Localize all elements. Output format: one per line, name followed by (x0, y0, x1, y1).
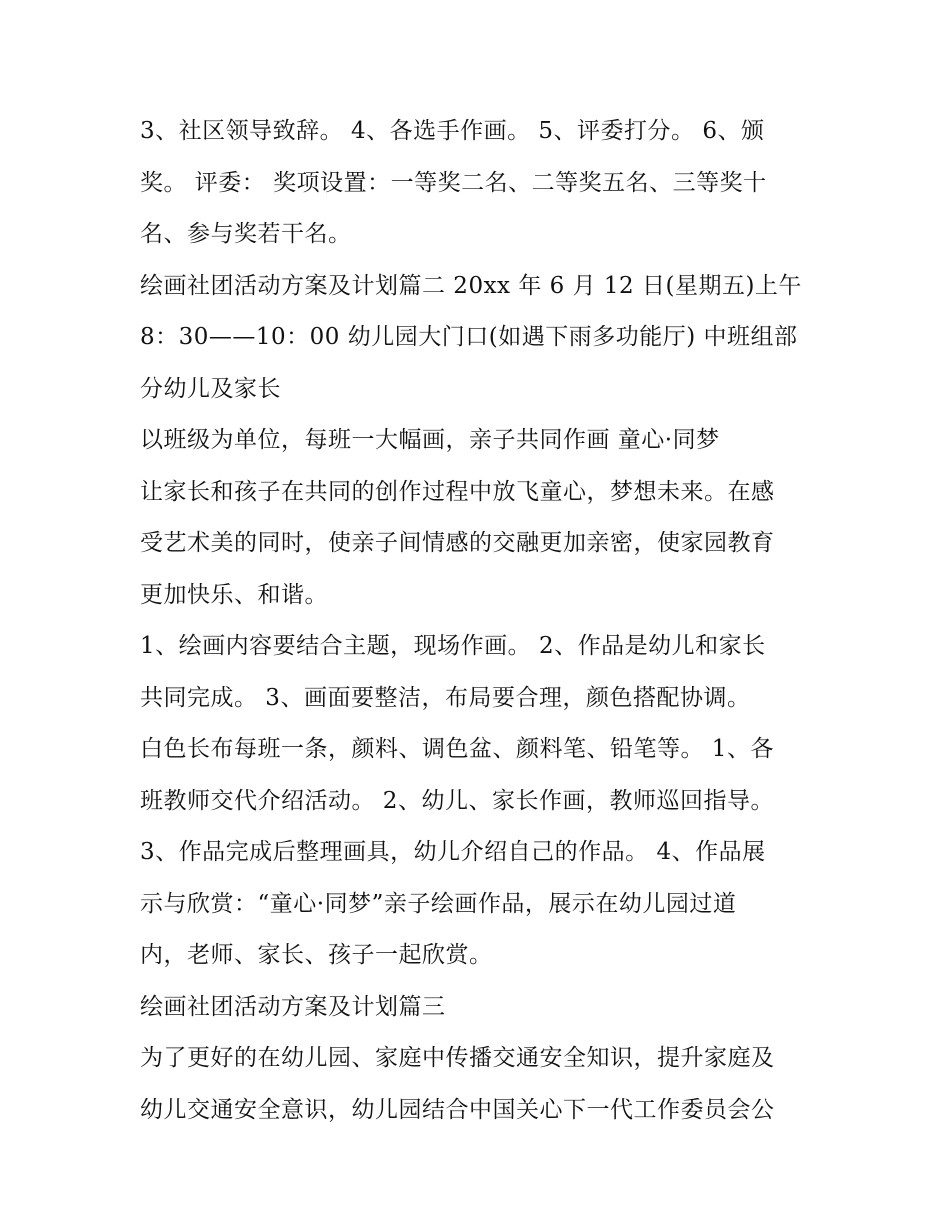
text-line-3: 名、参与奖若干名。 (140, 221, 352, 247)
text-line-20: 幼儿交通安全意识，幼儿园结合中国关心下一代工作委员会公 (140, 1096, 775, 1123)
text-line-10: 更加快乐、和谐。 (140, 581, 328, 608)
text-line-12: 共同完成。 3、画面要整洁，布局要合理，颜色搭配协调。 (140, 684, 751, 711)
document-page (140, 106, 820, 1136)
text-line-2: 奖。 评委： 奖项设置：一等奖二名、二等奖五名、三等奖十 (140, 169, 767, 196)
text-line-8: 让家长和孩子在共同的创作过程中放飞童心，梦想未来。在感 (140, 478, 775, 505)
text-line-5: 8：30——10：00 幼儿园大门口(如遇下雨多功能厅) 中班组部 (140, 324, 798, 350)
section-heading-2-line: 绘画社团活动方案及计划篇二 20xx 年 6 月 12 日(星期五)上午 (140, 272, 802, 299)
text-line-14: 班教师交代介绍活动。 2、幼儿、家长作画，教师巡回指导。 (140, 787, 774, 814)
text-line-15: 3、作品完成后整理画具，幼儿介绍自己的作品。 4、作品展 (140, 839, 766, 865)
text-line-19: 为了更好的在幼儿园、家庭中传播交通安全知识，提升家庭及 (140, 1045, 775, 1071)
section-heading-3: 绘画社团活动方案及计划篇三 (140, 993, 446, 1020)
text-line-13: 白色长布每班一条，颜料、调色盆、颜料笔、铅笔等。 1、各 (140, 736, 774, 762)
text-line-16: 示与欣赏：“童心·同梦”亲子绘画作品，展示在幼儿园过道 (140, 890, 737, 917)
text-line-11: 1、绘画内容要结合主题，现场作画。 2、作品是幼儿和家长 (140, 633, 766, 659)
text-line-9: 受艺术美的同时，使亲子间情感的交融更加亲密，使家园教育 (140, 530, 775, 556)
text-line-6: 分幼儿及家长 (140, 375, 281, 402)
text-line-7: 以班级为单位，每班一大幅画，亲子共同作画 童心·同梦 (140, 427, 720, 453)
text-line-1: 3、社区领导致辞。 4、各选手作画。 5、评委打分。 6、颁 (140, 118, 765, 144)
text-line-17: 内，老师、家长、孩子一起欣赏。 (140, 942, 493, 968)
